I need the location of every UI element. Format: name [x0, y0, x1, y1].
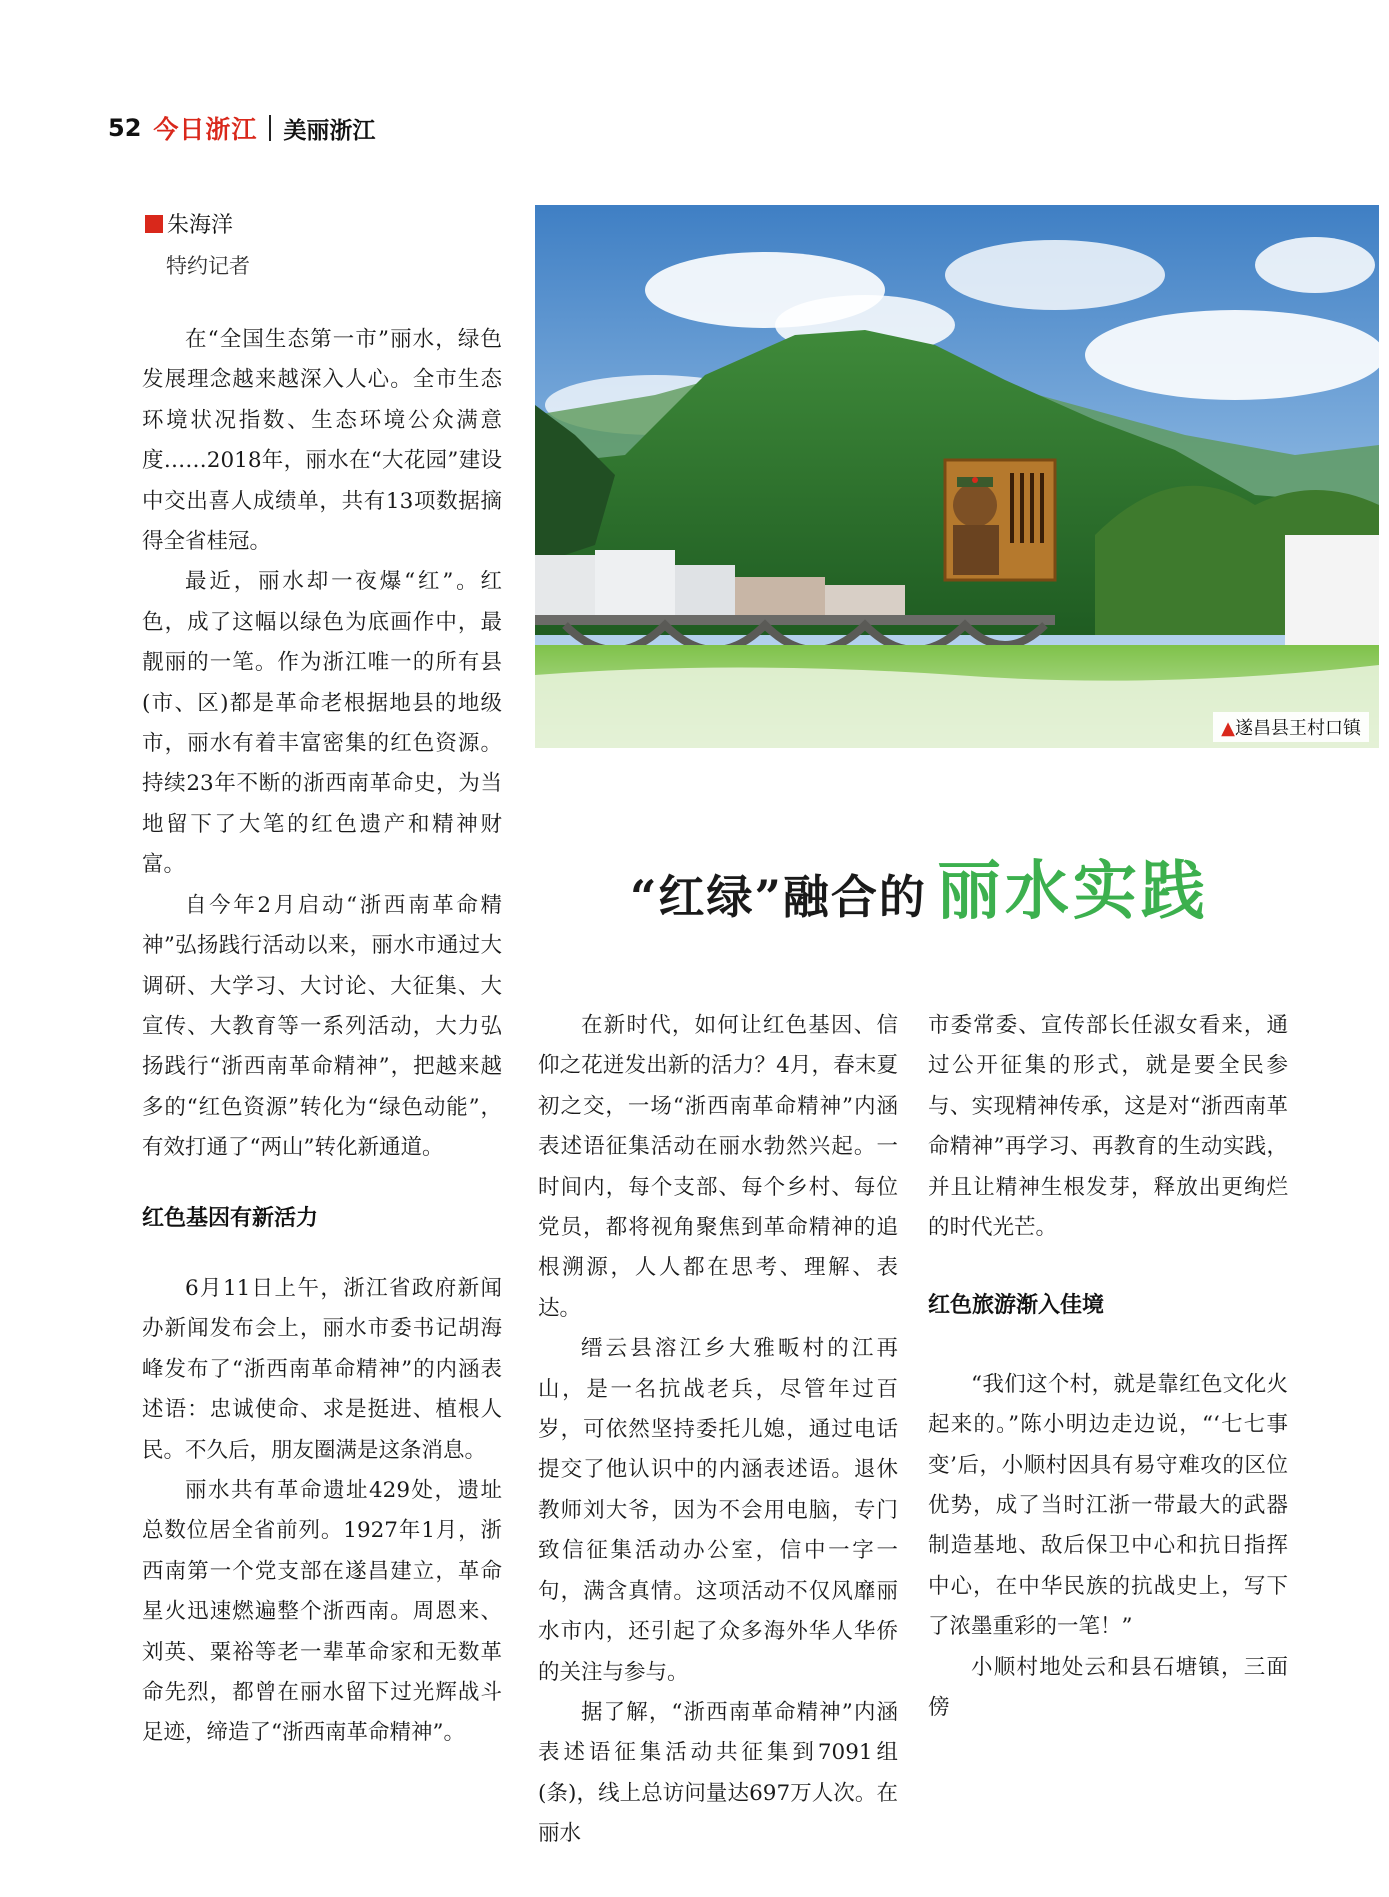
paragraph: 缙云县溶江乡大雅畈村的江再山，是一名抗战老兵，尽管年过百岁，可依然坚持委托儿媳，通过电话提交了他认识中的内涵表述语。退休教师刘大爷，因为不会用电脑，专门致信征集活动办公室，信中一字一句，满含真情。这项活动不仅风靡丽水市内，还引起了众多海外华人华侨的关注与参与。 [538, 1336, 898, 1685]
paragraph: 6月11日上午，浙江省政府新闻办新闻发布会上，丽水市委书记胡海峰发布了“浙西南革命精神”的内涵表述语：忠诚使命、求是挺进、植根人民。不久后，朋友圈满是这条消息。 [142, 1275, 502, 1463]
photo-caption [1213, 712, 1369, 742]
paragraph: 在“全国生态第一市”丽水，绿色发展理念越来越深入人心。全市生态环境状况指数、生态环境公众满意度……2018年，丽水在“大花园”建设中交出喜人成绩单，共有13项数据摘得全省桂冠。 [142, 327, 502, 555]
paragraph: 市委常委、宣传部长任淑女看来，通过公开征集的形式，就是要全民参与、实现精神传承，这是对“浙西南革命精神”再学习、再教育的生动实践，并且让精神生根发芽，释放出更绚烂的时代光芒。 [928, 1013, 1288, 1241]
middle-column [538, 1006, 898, 1855]
red-square-icon [145, 215, 163, 233]
column-name: 美丽浙江 [283, 117, 376, 144]
paragraph: 最近，丽水却一夜爆“红”。红色，成了这幅以绿色为底画作中，最靓丽的一笔。作为浙江唯一的所有县(市、区)都是革命老根据地县的地级市，丽水有着丰富密集的红色资源。持续23年不断的浙西南革命史，为当地留下了大笔的红色遗产和精神财富。 [142, 569, 502, 878]
article-photo [535, 205, 1379, 748]
paragraph: 小顺村地处云和县石塘镇，三面傍 [928, 1654, 1288, 1721]
page-number: 52 [108, 114, 142, 142]
paragraph: 据了解，“浙西南革命精神”内涵表述语征集活动共征集到7091组(条)，线上总访问量达697万人次。在丽水 [538, 1699, 898, 1847]
right-column [928, 1006, 1288, 1729]
left-column [142, 320, 502, 1754]
author-name: 朱海洋 [167, 213, 234, 238]
section-heading: 红色基因有新活力 [142, 1205, 319, 1231]
author-role: 特约记者 [166, 254, 250, 278]
triangle-icon: ▲ [1221, 718, 1235, 739]
title-part-2: 丽水实践 [936, 855, 1209, 929]
caption-text: 遂昌县王村口镇 [1235, 718, 1361, 739]
title-part-1: “红绿”融合的 [630, 870, 927, 924]
author-line [145, 208, 233, 239]
paragraph: 丽水共有革命遗址429处，遗址总数位居全省前列。1927年1月，浙西南第一个党支部在遂昌建立，革命星火迅速燃遍整个浙西南。周恩来、刘英、粟裕等老一辈革命家和无数革命先烈，都曾在丽水留下过光辉战斗足迹，缔造了“浙西南革命精神”。 [142, 1477, 502, 1746]
paragraph: “我们这个村，就是靠红色文化火起来的。”陈小明边走边说，“‘七七事变’后，小顺村因具有易守难攻的区位优势，成了当时江浙一带最大的武器制造基地、敌后保卫中心和抗日指挥中心，在中华民族的抗战史上，写下了浓墨重彩的一笔！” [928, 1371, 1288, 1640]
paragraph: 自今年2月启动“浙西南革命精神”弘扬践行活动以来，丽水市通过大调研、大学习、大讨论、大征集、大宣传、大教育等一系列活动，大力弘扬践行“浙西南革命精神”，把越来越多的“红色资源”转化为“绿色动能”，有效打通了“两山”转化新通道。 [142, 892, 502, 1161]
magazine-logo: 今日浙江 [153, 115, 258, 144]
paragraph: 在新时代，如何让红色基因、信仰之花迸发出新的活力？4月，春末夏初之交，一场“浙西南革命精神”内涵表述语征集活动在丽水勃然兴起。一时间内，每个支部、每个乡村、每位党员，都将视角聚焦到革命精神的追根溯源，人人都在思考、理解、表达。 [538, 1013, 898, 1321]
header-divider [269, 115, 271, 141]
section-heading: 红色旅游渐入佳境 [928, 1293, 1105, 1319]
article-title [630, 840, 1209, 932]
landscape-image [535, 205, 1379, 748]
page-header [108, 108, 375, 148]
